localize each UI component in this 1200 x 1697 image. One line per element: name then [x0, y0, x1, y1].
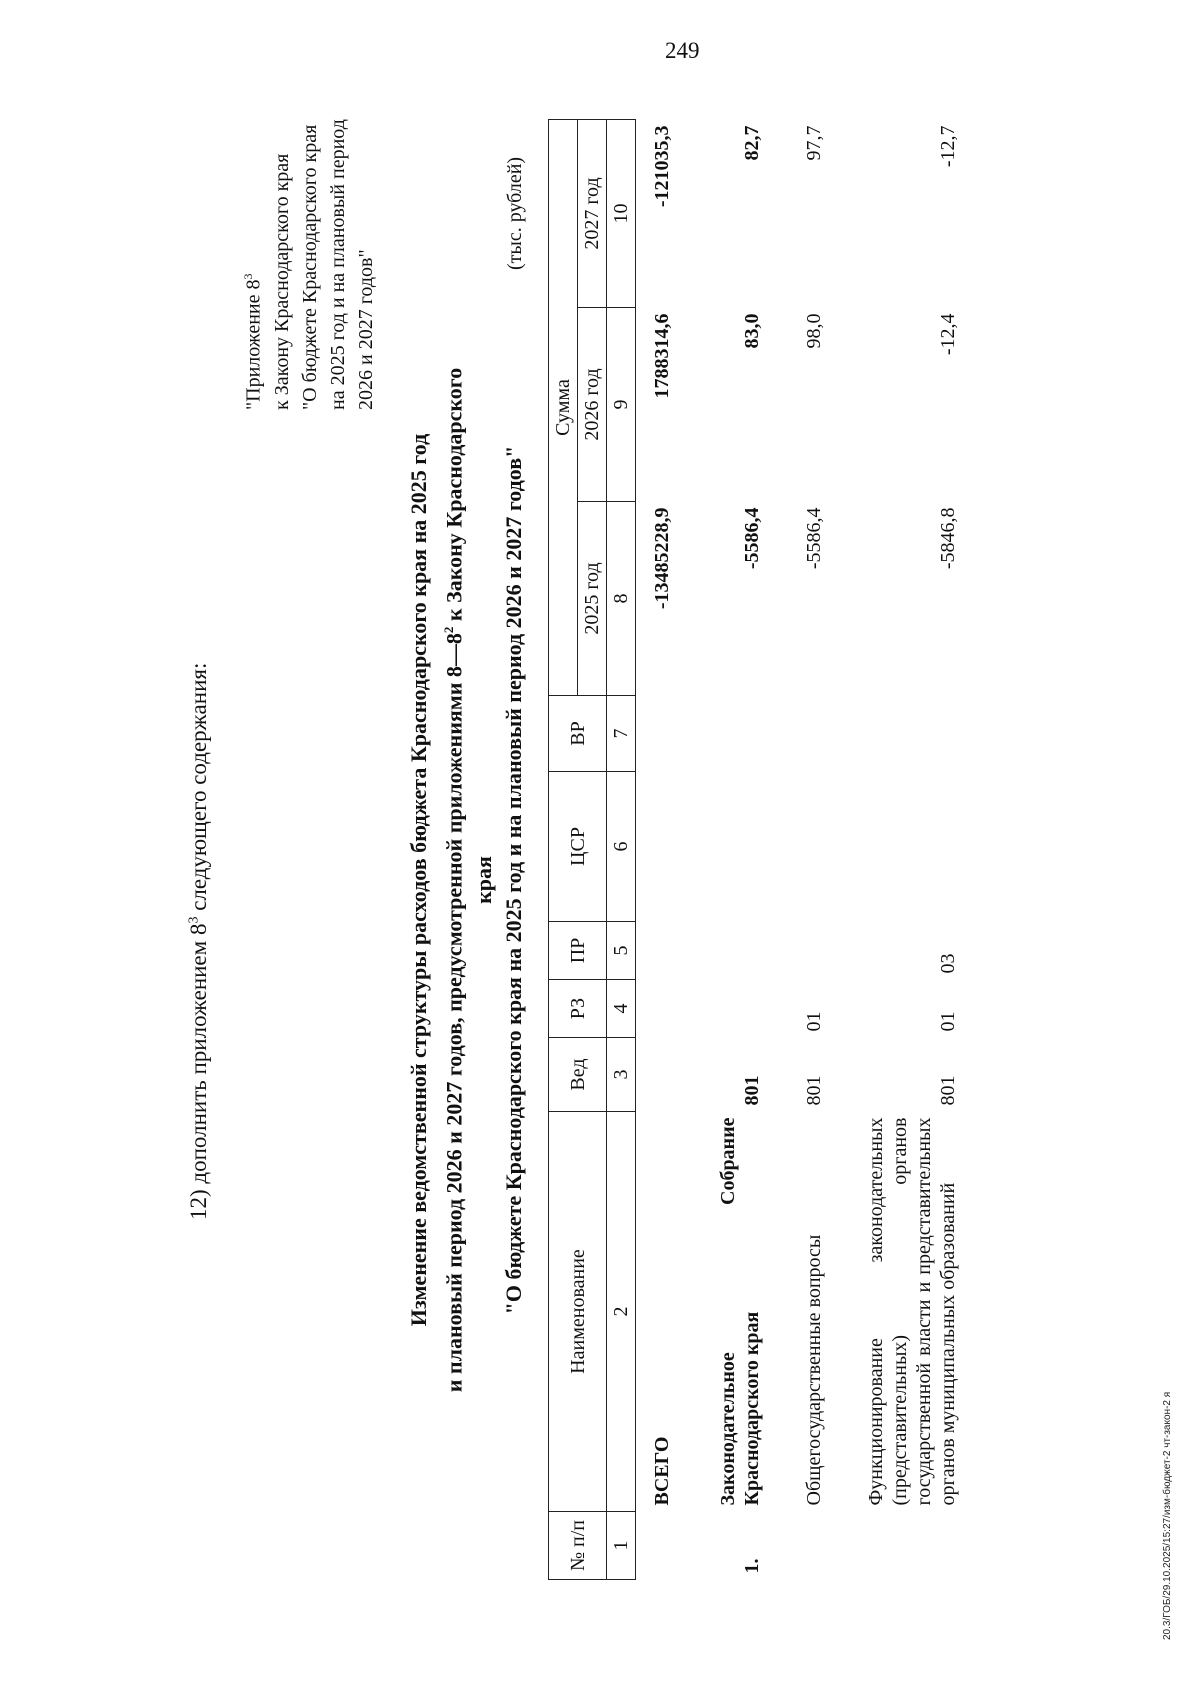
title-line-3: "О бюджете Краснодарского края на 2025 год и на плановый период 2026 и 2027 годов"	[501, 445, 527, 1315]
index-cell: 6	[607, 772, 636, 922]
index-cell: 9	[607, 308, 636, 502]
page-number: 249	[665, 38, 700, 63]
index-cell: 7	[607, 696, 636, 772]
cell-2026: 98,0	[803, 313, 825, 349]
index-cell: 10	[607, 119, 636, 307]
table-row	[768, 119, 830, 1579]
table-row	[678, 119, 768, 1579]
units-label: (тыс. рублей)	[504, 156, 526, 270]
cell-total-2027: -121035,3	[651, 125, 673, 208]
intro-text-before: 12) дополнить приложением 8	[186, 923, 211, 1220]
appendix-line-2: к Закону Краснодарского края	[270, 153, 293, 410]
intro-superscript: 3	[186, 916, 202, 924]
cell-2025: -5586,4	[803, 507, 825, 570]
cell-name: Законодательное Собрание Краснодарского края	[717, 1117, 763, 1506]
index-cell: 3	[607, 1038, 636, 1112]
header-year-2025: 2025 год	[578, 502, 607, 696]
cell-num	[768, 1512, 830, 1580]
cell-pr	[768, 922, 830, 980]
header-vr: ВР	[549, 696, 607, 772]
cell-csr	[768, 772, 830, 922]
index-cell: 5	[607, 922, 636, 980]
table-row-total	[636, 119, 679, 1579]
cell-vr	[830, 696, 964, 772]
cell-ved	[636, 1038, 679, 1112]
header-ved: Вед	[549, 1038, 607, 1112]
cell-rz	[636, 980, 679, 1038]
title-line-2-after: к Закону Краснодарского края	[441, 367, 497, 904]
cell-vr	[678, 696, 768, 772]
index-cell: 2	[607, 1112, 636, 1512]
cell-2025: -5586,4	[741, 507, 763, 570]
footer-code: 20.3/ГОБ/29.10.2025/15:27/изм-бюджет-2 чт-закон-2 я	[1162, 1391, 1173, 1640]
cell-ved: 801	[937, 1075, 959, 1106]
cell-ved: 801	[741, 1075, 763, 1106]
header-name: Наименование	[549, 1112, 607, 1512]
cell-rz	[678, 980, 768, 1038]
title-line-1: Изменение ведомственной структуры расходов бюджета Краснодарского края на 2025 год	[406, 433, 431, 1327]
budget-table	[548, 119, 964, 1580]
cell-num: 1.	[741, 1558, 763, 1574]
cell-2025: -5846,8	[937, 507, 959, 570]
cell-2027: 97,7	[803, 125, 825, 161]
cell-pr: 03	[937, 953, 959, 974]
cell-rz: 01	[803, 1011, 825, 1032]
appendix-line-5: 2026 и 2027 годов"	[354, 249, 377, 410]
table-row	[830, 119, 964, 1579]
cell-ved: 801	[803, 1075, 825, 1106]
cell-2026: -12,4	[937, 313, 959, 356]
cell-pr	[636, 922, 679, 980]
appendix-line-1	[234, 119, 268, 410]
intro-text-after: следующего содержания:	[186, 662, 211, 917]
appendix-line-4: на 2025 год и на плановый период	[326, 119, 349, 410]
header-row-1	[549, 119, 578, 1579]
index-cell: 1	[607, 1512, 636, 1580]
appendix-line-3: "О бюджете Краснодарского края	[298, 124, 321, 410]
cell-num	[636, 1512, 679, 1580]
header-sum: Сумма	[549, 119, 578, 695]
cell-name: Общегосударственные вопросы	[803, 1234, 825, 1506]
index-cell: 4	[607, 980, 636, 1038]
cell-2026: 83,0	[741, 313, 763, 349]
appendix-line-1-sup: 3	[241, 273, 255, 280]
cell-csr	[636, 772, 679, 922]
title-line-2	[434, 360, 499, 1400]
cell-csr	[830, 772, 964, 922]
header-csr: ЦСР	[549, 772, 607, 922]
header-year-2027: 2027 год	[578, 119, 607, 307]
cell-pr	[678, 922, 768, 980]
cell-csr	[678, 772, 768, 922]
rotated-page-content	[0, 100, 1120, 1660]
appendix-line-1-text: "Приложение 8	[242, 279, 265, 410]
header-year-2026: 2026 год	[578, 308, 607, 502]
header-index-row	[607, 119, 636, 1579]
header-rz: РЗ	[549, 980, 607, 1038]
index-cell: 8	[607, 502, 636, 696]
cell-total-label: ВСЕГО	[651, 1436, 673, 1506]
cell-rz: 01	[937, 1011, 959, 1032]
header-pr: ПР	[549, 922, 607, 980]
title-line-2-before: и плановый период 2026 и 2027 годов, предусмотренной приложениями 8—8	[441, 633, 467, 1393]
cell-name: Функционирование законодательных (представительных) органов государственной власти и представительных органов муниципальных образований	[865, 1117, 959, 1506]
cell-2027: 82,7	[741, 125, 763, 161]
intro-text	[186, 663, 212, 1220]
title-line-2-sup: 2	[441, 626, 456, 634]
cell-vr	[636, 696, 679, 772]
cell-2027: -12,7	[937, 125, 959, 168]
cell-total-2026: 1788314,6	[651, 313, 673, 399]
cell-vr	[768, 696, 830, 772]
header-num: № п/п	[549, 1512, 607, 1580]
cell-total-2025: -13485228,9	[651, 507, 673, 610]
cell-num	[830, 1512, 964, 1580]
appendix-header	[234, 119, 380, 410]
document-title	[404, 360, 529, 1400]
